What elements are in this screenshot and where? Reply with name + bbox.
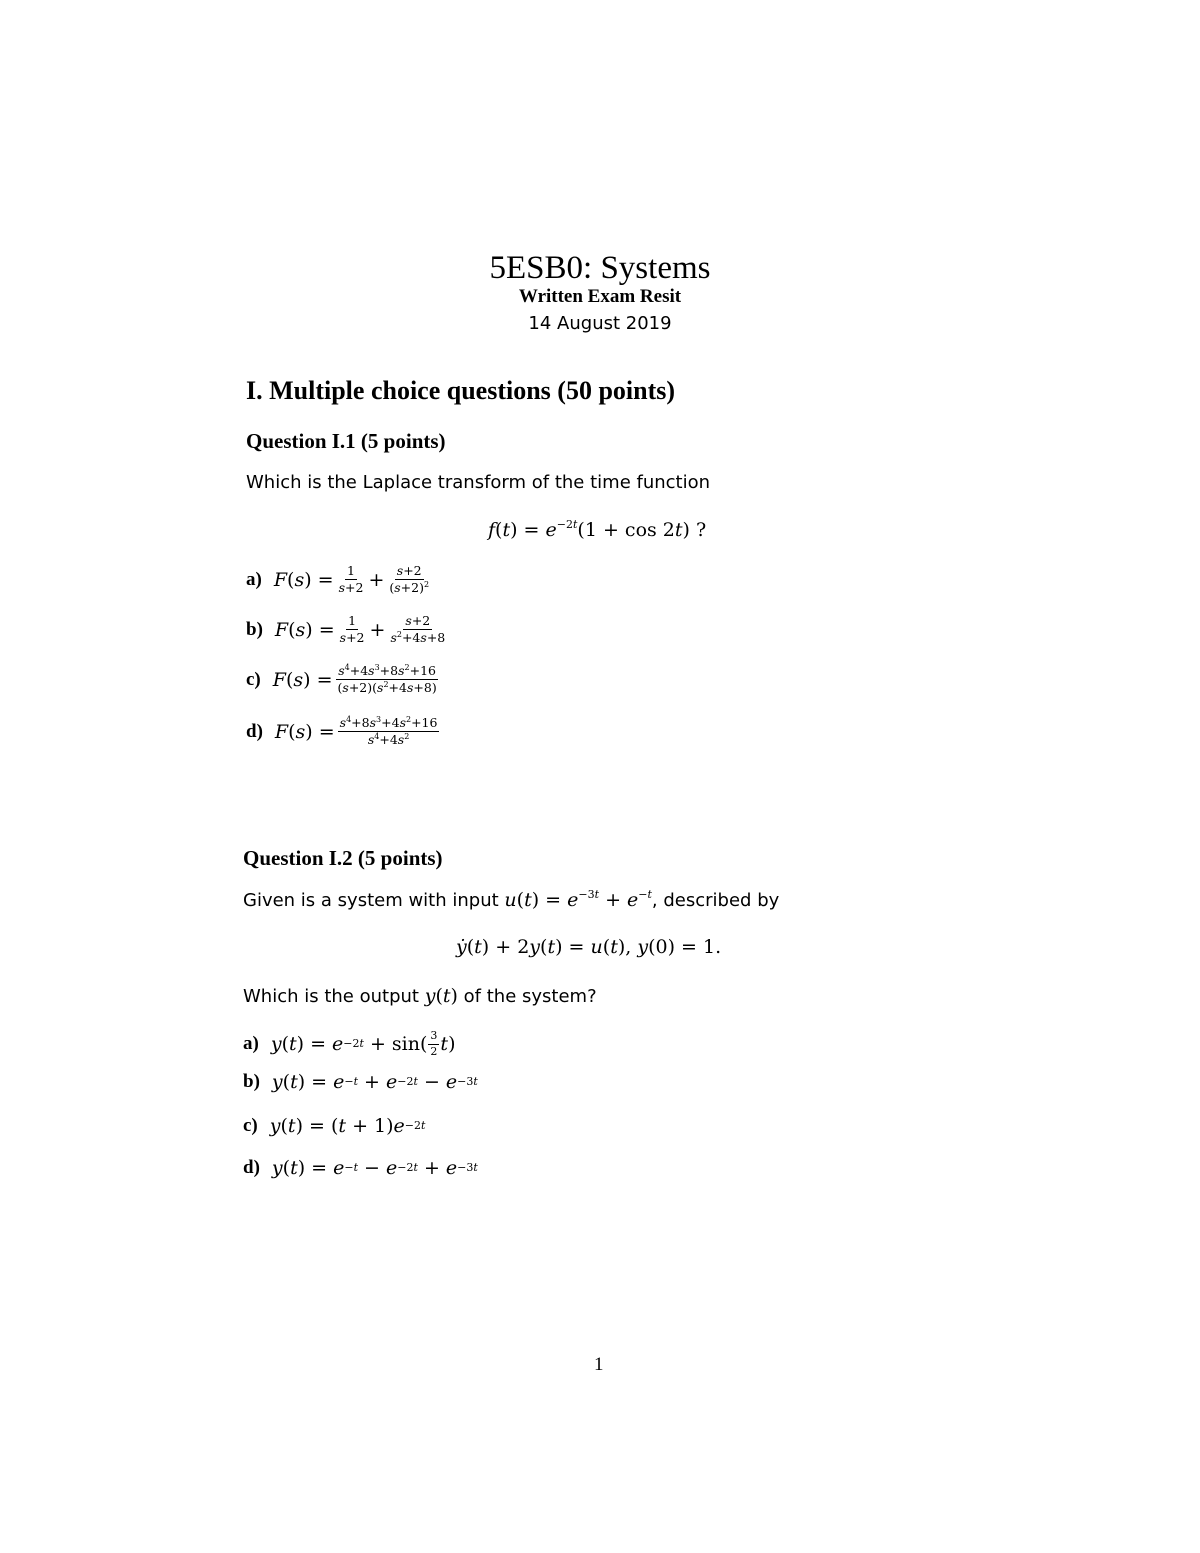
question-2-question-start: Which is the output bbox=[243, 986, 419, 1007]
question-2-prompt-start: Given is a system with input bbox=[243, 890, 499, 911]
question-1-option-c: c) F ( s ) = $\frac{s^4+4s^3+8s^2+16}{(s+2)(s^2+4s+8)}$ bbox=[246, 663, 437, 696]
question-1-heading: Question I.1 (5 points) bbox=[246, 429, 446, 453]
question-2-option-d: d) y ( t ) = e −t − e −2t + e −3t bbox=[243, 1157, 478, 1179]
question-2-heading: Question I.2 (5 points) bbox=[243, 846, 443, 870]
exam-title: 5ESB0: Systems bbox=[489, 250, 711, 286]
option-a-label: a) bbox=[243, 1033, 259, 1055]
section-title: I. Multiple choice questions (50 points) bbox=[246, 376, 676, 405]
option-d-label: d) bbox=[246, 720, 263, 742]
option-a-label: a) bbox=[246, 568, 262, 590]
option-b-label: b) bbox=[243, 1071, 260, 1092]
question-2-question-end: of the system? bbox=[463, 986, 597, 1007]
question-1-option-d: d) F ( s ) = $\frac{s^4+8s^3+4s^2+16}{s^4+4s^2}$ bbox=[246, 715, 438, 748]
question-2-prompt: Given is a system with input $u(t) = e^{-3t} + e^{-t}$, described by bbox=[243, 888, 780, 911]
page-number: 1 bbox=[594, 1354, 604, 1375]
question-2-prompt-end: , described by bbox=[651, 890, 780, 911]
exam-subtitle: Written Exam Resit bbox=[518, 286, 682, 307]
option-b-label: b) bbox=[246, 618, 263, 640]
question-2-option-b: b) y ( t ) = e −t + e −2t − e −3t bbox=[243, 1071, 478, 1093]
question-1-prompt: Which is the Laplace transform of the time function bbox=[246, 472, 711, 493]
question-2-option-c: c) y ( t ) = ( t + 1) e −2t bbox=[243, 1115, 426, 1137]
question-1-option-a: a) F ( s ) = $\frac{1}{s+2}$ + $\frac{s+2}{(s+2)^2}$ bbox=[246, 563, 430, 596]
question-1-function: $f(t) = e^{-2t}(1 + \cos 2t)$ ? bbox=[488, 518, 707, 541]
option-c-label: c) bbox=[246, 668, 261, 690]
question-2-option-a: a) y ( t ) = e −2t + sin( $\frac{3}{2}$ t ) bbox=[243, 1029, 456, 1058]
question-2-equation: ẏ(t) + 2y(t) = u(t), y(0) = 1. bbox=[456, 936, 722, 958]
question-1-option-b: b) F ( s ) = $\frac{1}{s+2}$ + $\frac{s+2}{s^2+4s+8}$ bbox=[246, 613, 446, 646]
option-d-label: d) bbox=[243, 1157, 260, 1178]
exam-date: 14 August 2019 bbox=[528, 313, 672, 334]
question-2-question: Which is the output y(t) of the system? bbox=[243, 985, 597, 1007]
option-c-label: c) bbox=[243, 1115, 258, 1136]
